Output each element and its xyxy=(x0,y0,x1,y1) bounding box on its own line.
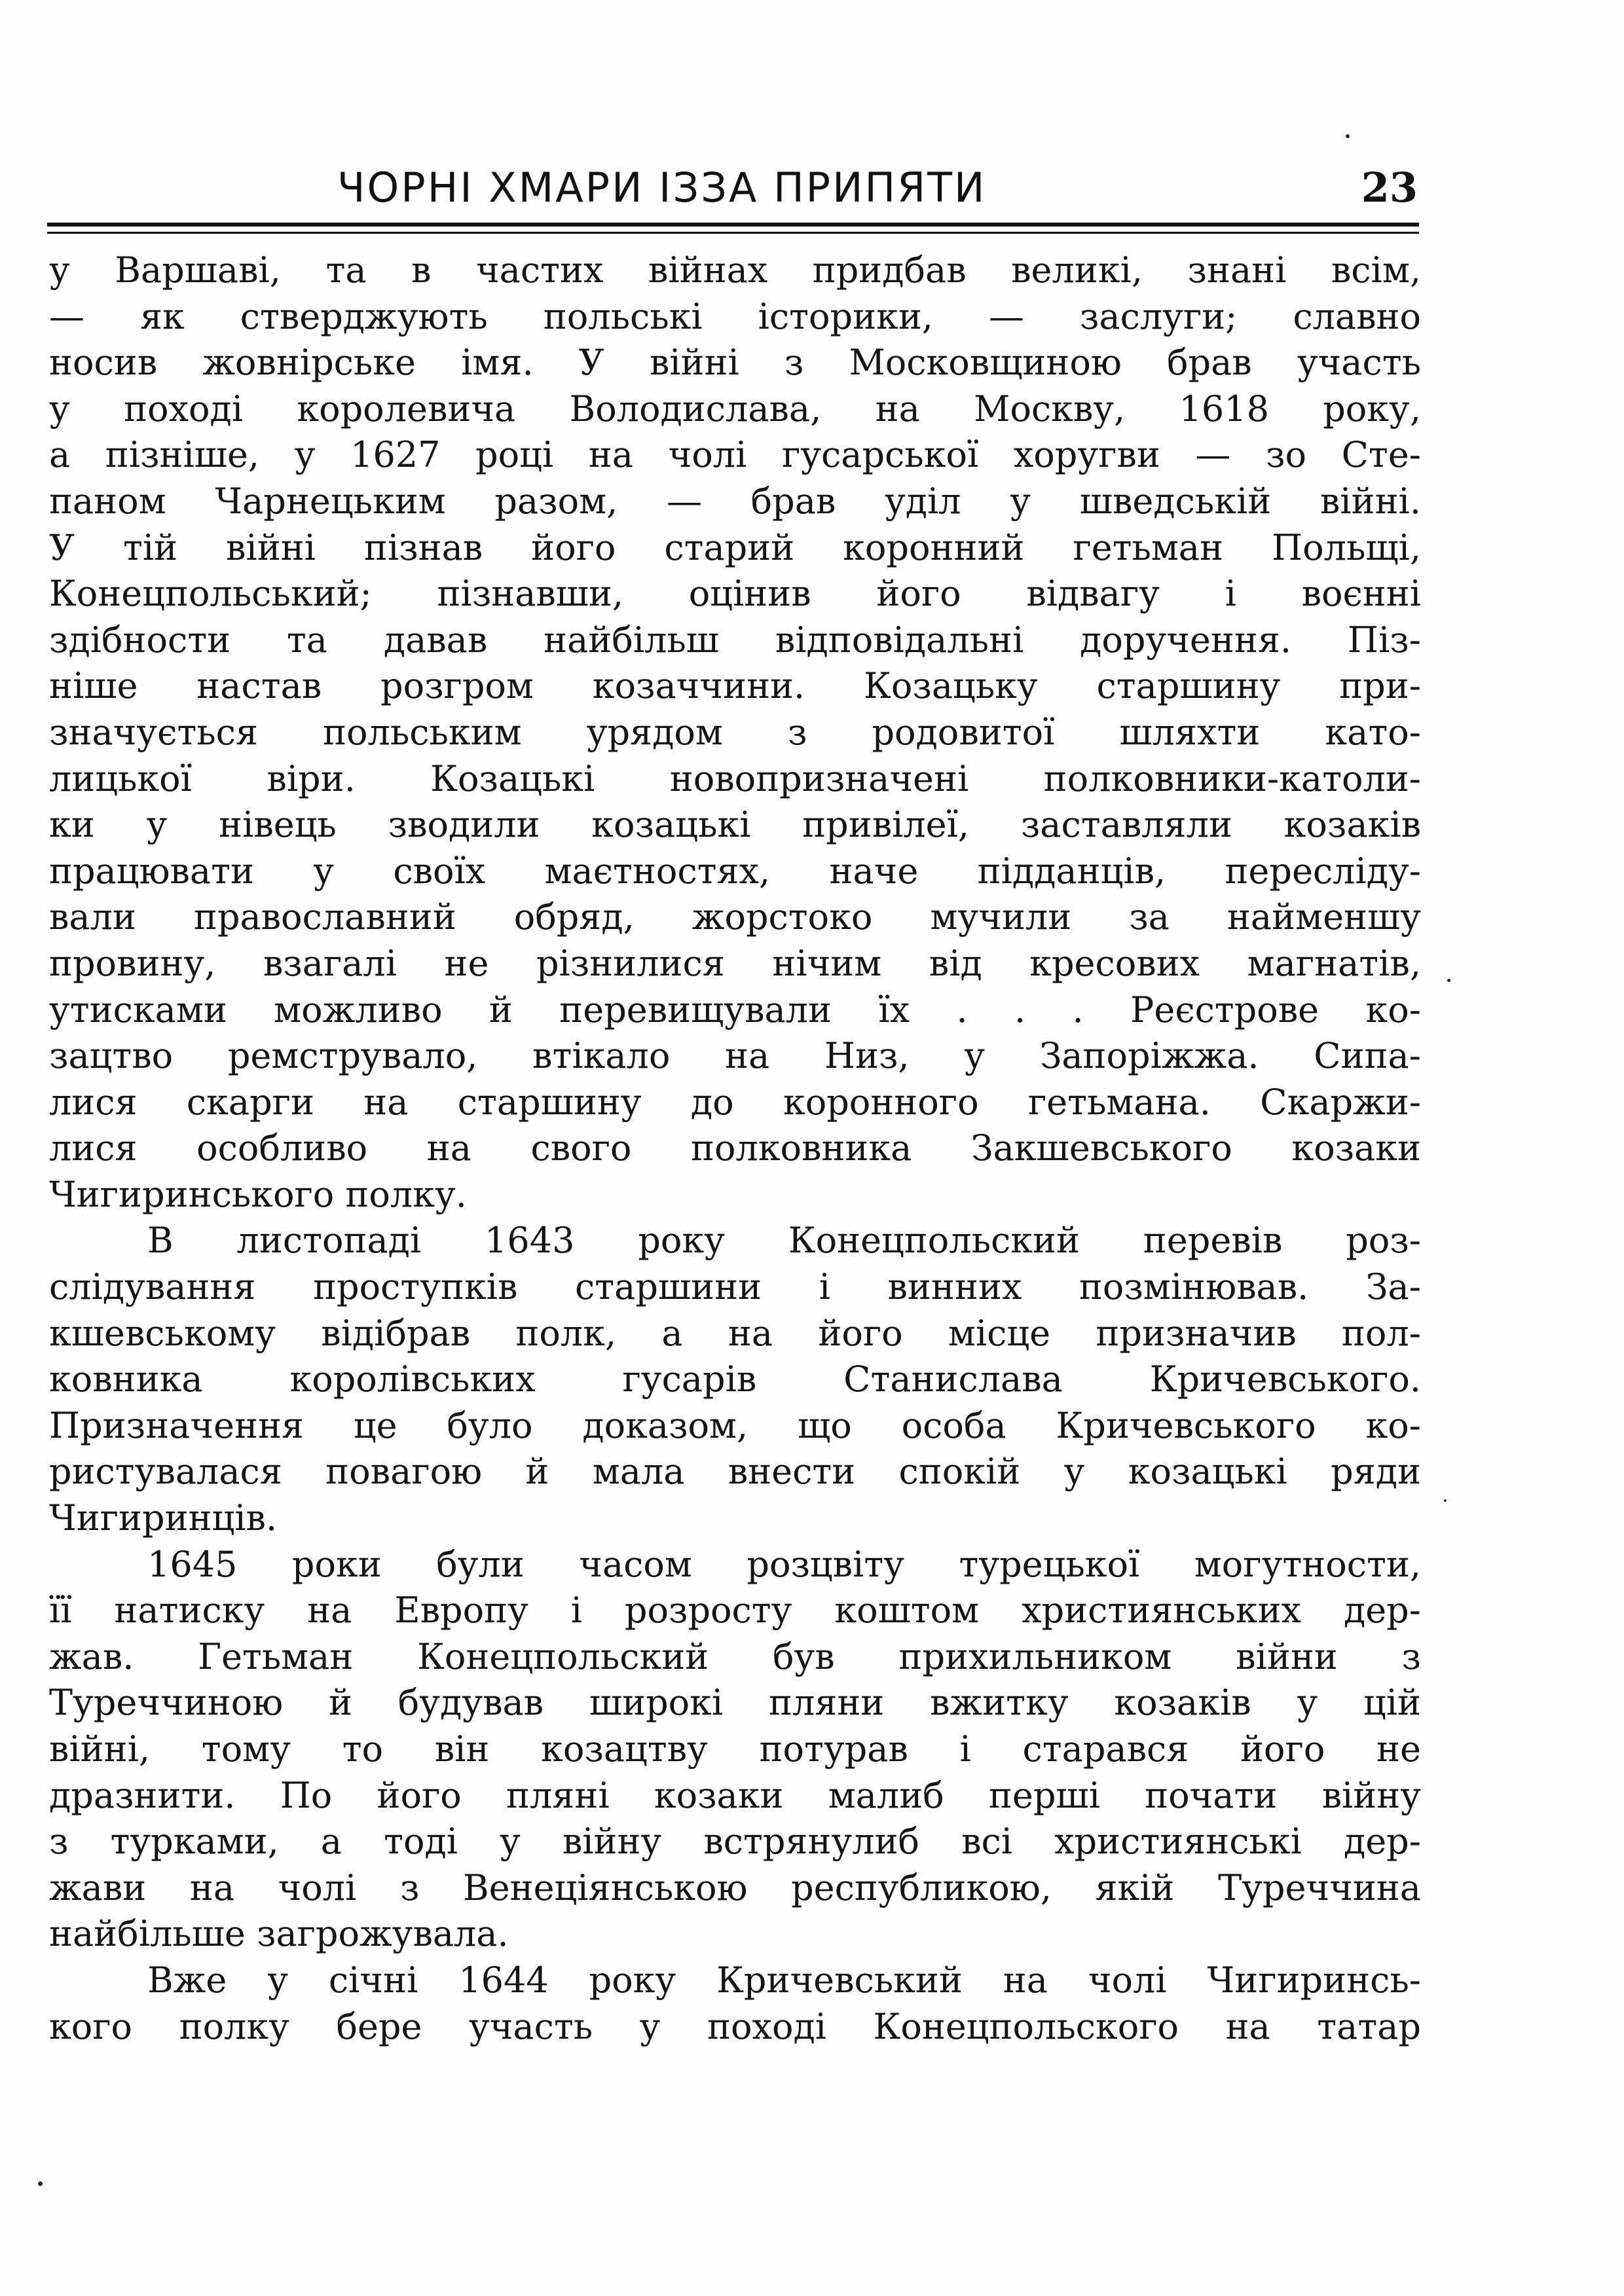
text-line: з турками, а тоді у війну встрянулиб всі християнські дер- xyxy=(49,1821,1421,1863)
text-line: провину, взагалі не різнилися нічим від кресових магнатів, xyxy=(49,942,1421,984)
body-text xyxy=(49,247,1421,2050)
text-line: лися скарги на старшину до коронного гетьмана. Скаржи- xyxy=(49,1081,1421,1123)
text-line: ристувалася повагою й мала внести спокій у козацькі ряди xyxy=(49,1451,1421,1493)
text-line: здібности та давав найбільш відповідальні доручення. Пiз- xyxy=(49,619,1421,661)
text-line: а пізніше, у 1627 році на чолі гусарської хоругви — зо Сте- xyxy=(49,434,1421,476)
text-line: ки у нівець зводили козацькі привілеї, заставляли козаків xyxy=(49,804,1421,846)
text-line: Чигиринського полку. xyxy=(49,1173,467,1215)
text-line: ковника королівських гусарів Станислава Кричевського. xyxy=(49,1358,1421,1400)
text-line: паном Чарнецьким разом, — брав уділ у шведській війні. xyxy=(49,480,1421,522)
paper-speck xyxy=(1346,134,1350,138)
text-line: ніше настав розгром козаччини. Козацьку старшину при- xyxy=(49,665,1421,707)
text-line: кшевському відібрав полк, а на його місце призначив пол- xyxy=(49,1312,1421,1354)
text-line: В листопаді 1643 року Конецпольский перевів роз- xyxy=(147,1220,1421,1262)
text-line: вали православний обряд, жорстоко мучили за найменшу xyxy=(49,896,1421,938)
paper-speck xyxy=(38,2181,43,2186)
text-line: лицької віри. Козацькі новопризначені полковники-католи- xyxy=(49,757,1421,799)
page-number: 23 xyxy=(1361,164,1418,211)
text-line: Призначення це було доказом, що особа Кричевського ко- xyxy=(49,1404,1421,1446)
text-line: Туреччиною й будував широкі пляни вжитку козаків у цій xyxy=(49,1682,1421,1724)
paper-speck xyxy=(1444,1499,1447,1502)
text-line: працювати у своїх маєтностях, наче підданців, переслiду- xyxy=(49,850,1421,892)
text-line: дразнити. По його пляні козаки малиб перші почати війну xyxy=(49,1774,1421,1816)
header-rule-thick xyxy=(47,223,1419,227)
text-line: у поході королевича Володислава, на Москву, 1618 року, xyxy=(49,388,1421,429)
text-line: жави на чолі з Венеціянською республикою, якій Туреччина xyxy=(49,1867,1421,1908)
text-line: жав. Гетьман Конецпольский був прихильником війни з xyxy=(49,1635,1421,1677)
text-line: зацтво ремструвало, втікало на Низ, у Запоріжжа. Сипа- xyxy=(49,1035,1421,1077)
text-line: кого полку бере участь у поході Конецпольского на татар xyxy=(49,2005,1421,2047)
text-line: носив жовнірське імя. У війні з Московщиною брав участь xyxy=(49,342,1421,384)
text-line: війні, тому то він козацтву потурав і старався його не xyxy=(49,1728,1421,1770)
text-line: найбільше загрожувала. xyxy=(49,1913,509,1955)
header-rule-thin xyxy=(47,232,1419,234)
text-line: слідування проступків старшини і винних позмінював. За- xyxy=(49,1266,1421,1308)
text-line: 1645 роки були часом розцвіту турецької могутности, xyxy=(147,1543,1421,1585)
text-line: значується польським урядом з родовитої шляхти като- xyxy=(49,711,1421,753)
text-line: У тій війні пізнав його старий коронний гетьман Польщі, xyxy=(49,526,1421,568)
text-line: утисками можливо й перевищували їх . . . Реєстрове ко- xyxy=(49,989,1421,1030)
running-title: ЧОРНІ ХМАРИ ІЗЗА ПРИПЯТИ xyxy=(337,164,987,211)
text-line: лися особливо на свого полковника Закшевського козаки xyxy=(49,1127,1421,1169)
text-line: Конецпольський; пізнавши, оцінив його відвагу і воєнні xyxy=(49,573,1421,615)
paper-speck xyxy=(1447,979,1450,982)
running-header xyxy=(49,164,1418,223)
text-line: її натиску на Европу і розросту коштом християнських дер- xyxy=(49,1590,1421,1631)
text-line: Вже у січні 1644 року Кричевський на чолі Чигиринсь- xyxy=(147,1959,1421,2001)
text-line: Чигиринців. xyxy=(49,1497,278,1539)
text-line: у Варшаві, та в частих війнах придбав великі, знані всім, xyxy=(49,249,1421,291)
text-line: — як стверджують польські історики, — заслуги; славно xyxy=(49,295,1421,337)
